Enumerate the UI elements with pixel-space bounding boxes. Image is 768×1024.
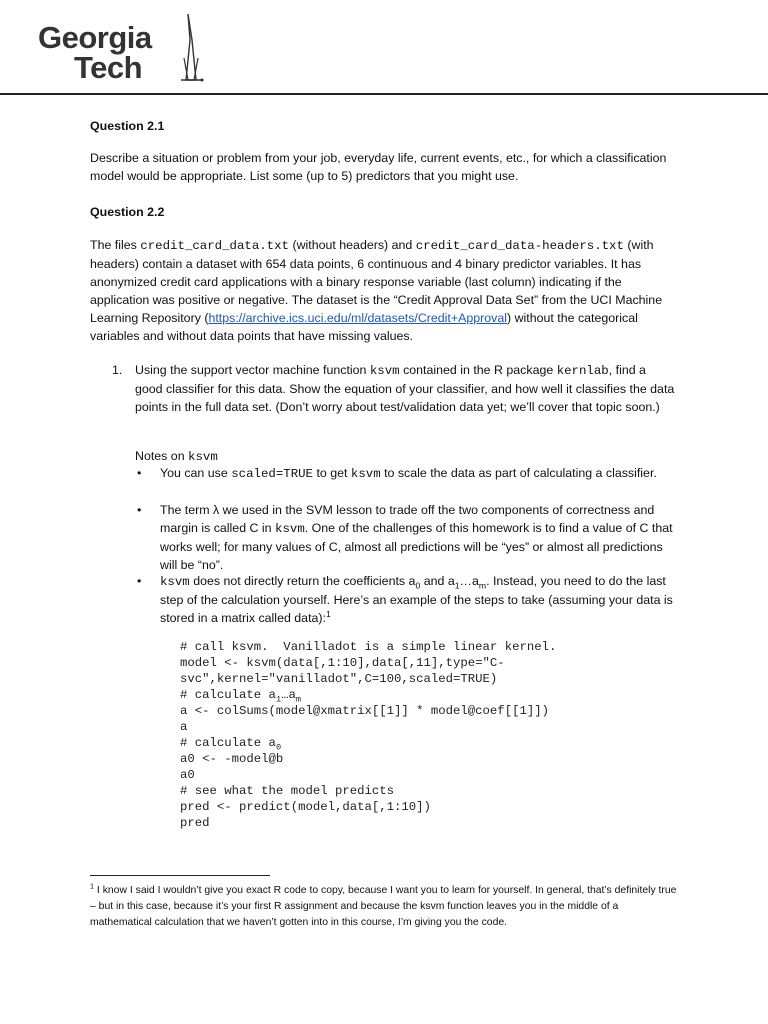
bullet-dot-icon: • [137,466,142,480]
text-run: (without headers) and [289,238,416,252]
code-ksvm: ksvm [350,467,381,481]
subscript: 1 [454,580,460,591]
text-run: to scale the data as part of calculating a classifier. [380,466,657,480]
tech-tower-icon [176,14,206,84]
footnote-divider [90,875,270,876]
code-line: # call ksvm. Vanilladot is a simple linear kernel. [180,640,557,654]
header-divider [0,93,768,95]
code-line: a0 [180,768,195,782]
filename-headers: credit_card_data-headers.txt [415,239,624,253]
subscript: m [295,694,302,705]
text-run: # calculate a [180,688,276,702]
text-run: …a [459,574,479,588]
code-ksvm: ksvm [275,522,305,536]
question-2-1-text: Describe a situation or problem from your job, everyday life, current events, etc., for which a classification model would be appropriate. List some (up to 5) predictors that you might use. [90,151,667,183]
code-block [180,639,556,831]
text-run: Using the support vector machine function [135,363,370,377]
subscript: 0 [275,742,282,753]
page-header [0,0,768,96]
text-run: The files [90,238,141,252]
text-run: contained in the R package [399,363,557,377]
logo-word-georgia: Georgia [38,20,152,55]
bullet-dot-icon: • [137,503,142,517]
bullet-item [137,572,675,627]
code-line [180,687,556,703]
code-line: a0 <- -model@b [180,752,284,766]
text-run: (with headers) contain a dataset with 654 data points, 6 continuous and 4 binary predictor variables. It has anonymized credit card applications with a binary response variable (last column) indicating if the application was positive or negative. The dataset is the “Credit Approval Data Set” from the UCI Machine Learning Repository ( [90,238,663,325]
code-line: a [180,720,188,734]
subscript: m [478,580,487,591]
question-2-1-title: Question 2.1 [90,119,165,133]
subscript: 0 [415,580,421,591]
code-line: # see what the model predicts [180,784,395,798]
text-run: . One of the challenges of this homework is to find a value of C that works well; for many values of C, almost all predictions will be “yes” or almost all predictions will be “no”. [160,521,673,572]
text-run: does not directly return the coefficients a [189,574,416,588]
footnote [90,883,680,931]
list-number: 1. [112,363,123,377]
code-ksvm: ksvm [160,575,190,589]
question-2-2-title: Question 2.2 [90,205,165,219]
subscript: 1 [275,694,282,705]
code-line: pred <- predict(model,data[,1:10]) [180,800,431,814]
list-item-text [135,361,675,416]
code-line: pred [180,816,210,830]
code-line [180,735,556,751]
text-run: . Instead, you need to do the last step of the calculation yourself. Here’s an example of the steps to take (assuming your data is stored in a matrix called data): [160,574,673,625]
uci-dataset-link[interactable]: https://archive.ics.uci.edu/ml/datasets/Credit+Approval [208,311,508,325]
footnote-text: I know I said I wouldn’t give you exact R code to copy, because I want you to learn for yourself. In general, that’s definitely true – but in this case, because it’s your first R assignment and because the ksvm function leaves you in the middle of a mathematical calculation that we haven’t gotten into in this course, I’m giving you the code. [90,885,677,928]
text-run: Notes on [135,449,189,463]
bullet-item [137,464,675,483]
code-kernlab: kernlab [556,364,609,378]
logo-word-tech: Tech [74,50,143,85]
text-run: to get [313,466,351,480]
code-line: svc",kernel="vanilladot",C=100,scaled=TRUE) [180,672,498,686]
georgia-tech-logo [38,14,218,84]
text-run: The term λ we used in the SVM lesson to trade off the two components of correctness and margin is called C in [160,503,655,535]
code-scaled-true: scaled=TRUE [231,467,313,481]
text-run: and a [420,574,455,588]
code-ksvm: ksvm [369,364,400,378]
code-line: model <- ksvm(data[,1:10],data[,11],type="C- [180,656,505,670]
text-run: # calculate a [180,736,276,750]
bullet-dot-icon: • [137,574,142,588]
text-run: …a [281,688,296,702]
text-run: You can use [160,466,232,480]
footnote-reference[interactable]: 1 [325,608,331,619]
footnote-mark: 1 [90,881,95,891]
text-run: ) without the categorical variables and without data points that have missing values. [90,311,638,343]
code-line: a <- colSums(model@xmatrix[[1]] * model@coef[[1]]) [180,704,549,718]
filename-data: credit_card_data.txt [140,239,289,253]
question-2-2-text [90,236,680,345]
code-ksvm: ksvm [188,450,218,464]
text-run: , find a good classifier for this data. Show the equation of your classifier, and how well it classifies the data points in the full data set. (Don’t worry about test/validation data yet; we’ll cover that topic soon.) [135,363,675,414]
bullet-item [137,501,675,574]
